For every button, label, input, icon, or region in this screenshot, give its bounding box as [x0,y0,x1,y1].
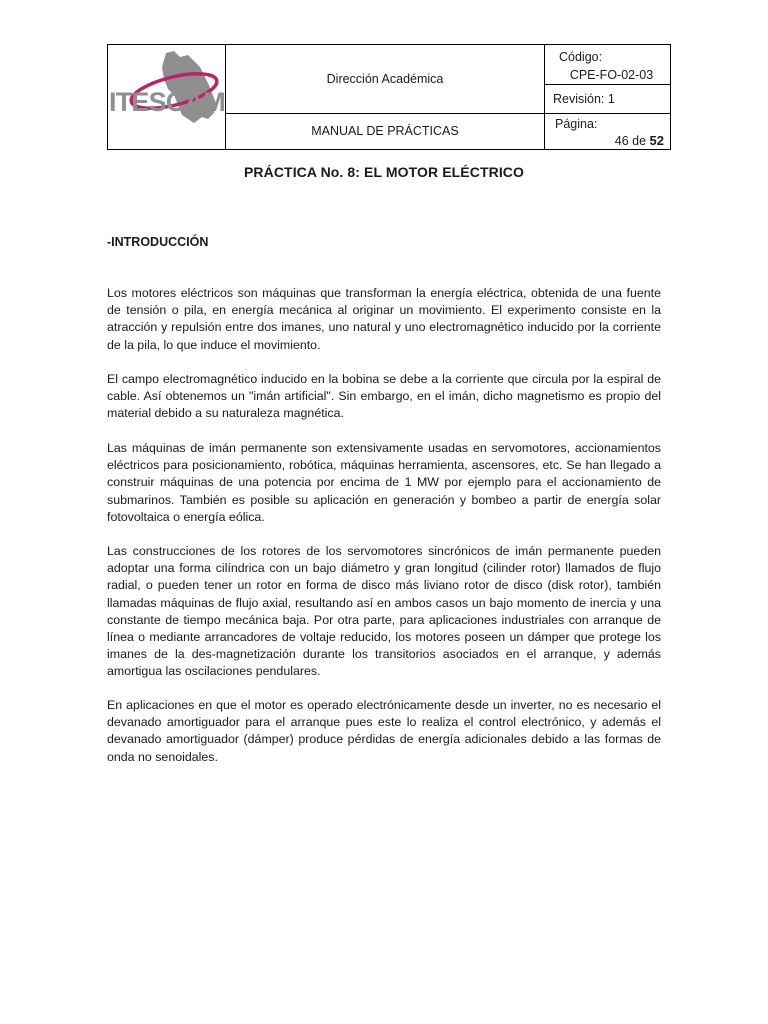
practice-title: PRÁCTICA No. 8: EL MOTOR ELÉCTRICO [243,164,525,180]
page-current: 46 de [614,133,650,148]
department-cell [226,45,545,114]
manual-cell [226,113,545,149]
paragraph-3: Las máquinas de imán permanente son extensivamente usadas en servomotores, accionamientos eléctricos para posicionamiento, robótica, máquinas herramienta, ascensores, etc. Se han llegado a construir máquinas de una potencia por encima de 1 MW por ejemplo para el accionamiento de submarinos. También es posible su aplicación en generación y bombeo a partir de energía solar fotovoltaica o energía eólica. [107,441,661,524]
page-cell [545,113,671,149]
code-value: CPE-FO-02-03 [569,67,654,82]
manual-label: MANUAL DE PRÁCTICAS [311,124,459,139]
paragraph-2: El campo electromagnético inducido en la bobina se debe a la corriente que circula por la espiral de cable. Así obtenemos un "imán artificial". Sin embargo, en el imán, dicho magnetismo es propio del material debido a su naturaleza magnética. [107,372,661,421]
logo-cell [108,45,226,150]
department-label: Dirección Académica [326,71,444,86]
page-total: 52 [649,132,664,148]
paragraph-5: En aplicaciones en que el motor es operado electrónicamente desde un inverter, no es necesario el devanado amortiguador para el arranque pues este lo realiza el control electrónico, y además el devanado amortiguador (dámper) produce pérdidas de energía adicionales debido a las formas de onda no senoidales. [107,698,661,764]
revision-cell [545,85,671,113]
code-label: Código: [559,49,603,64]
paragraph-1: Los motores eléctricos son máquinas que transforman la energía eléctrica, obtenida de una fuente de tensión o pila, en energía mecánica al originar un movimiento. El experimento consiste en la atracción y repulsión entre dos imanes, uno natural y uno electromagnético inducido por la corriente de la pila, lo que induce el movimiento. [107,286,661,352]
page-label: Página: [555,116,598,131]
logo-text: ITESCAM [109,87,225,117]
paragraph-4: Las construcciones de los rotores de los servomotores sincrónicos de imán permanente pueden adoptar una forma cilíndrica con un bajo diámetro y gran longitud (cilinder rotor) llamados de flujo radial, o pueden tener un rotor en forma de disco más liviano rotor de disco (disk rotor), también llamadas máquinas de flujo axial, resultando así en ambos casos un bajo momento de inercia y una constante de tiempo mecánica baja. Por otra parte, para aplicaciones industriales con arranque de línea o mediante arrancadores de voltaje reducido, los motores poseen un dámper que protege los imanes de la des-magnetización durante los transitorios asociados en el arranque, y además amortigua las oscilaciones pendulares. [107,544,661,679]
document-header [107,44,671,150]
code-cell [545,45,671,85]
page-number [553,131,670,148]
itescam-logo [108,45,225,149]
revision-label: Revisión: 1 [553,92,615,106]
section-heading: -INTRODUCCIÓN [107,235,209,249]
